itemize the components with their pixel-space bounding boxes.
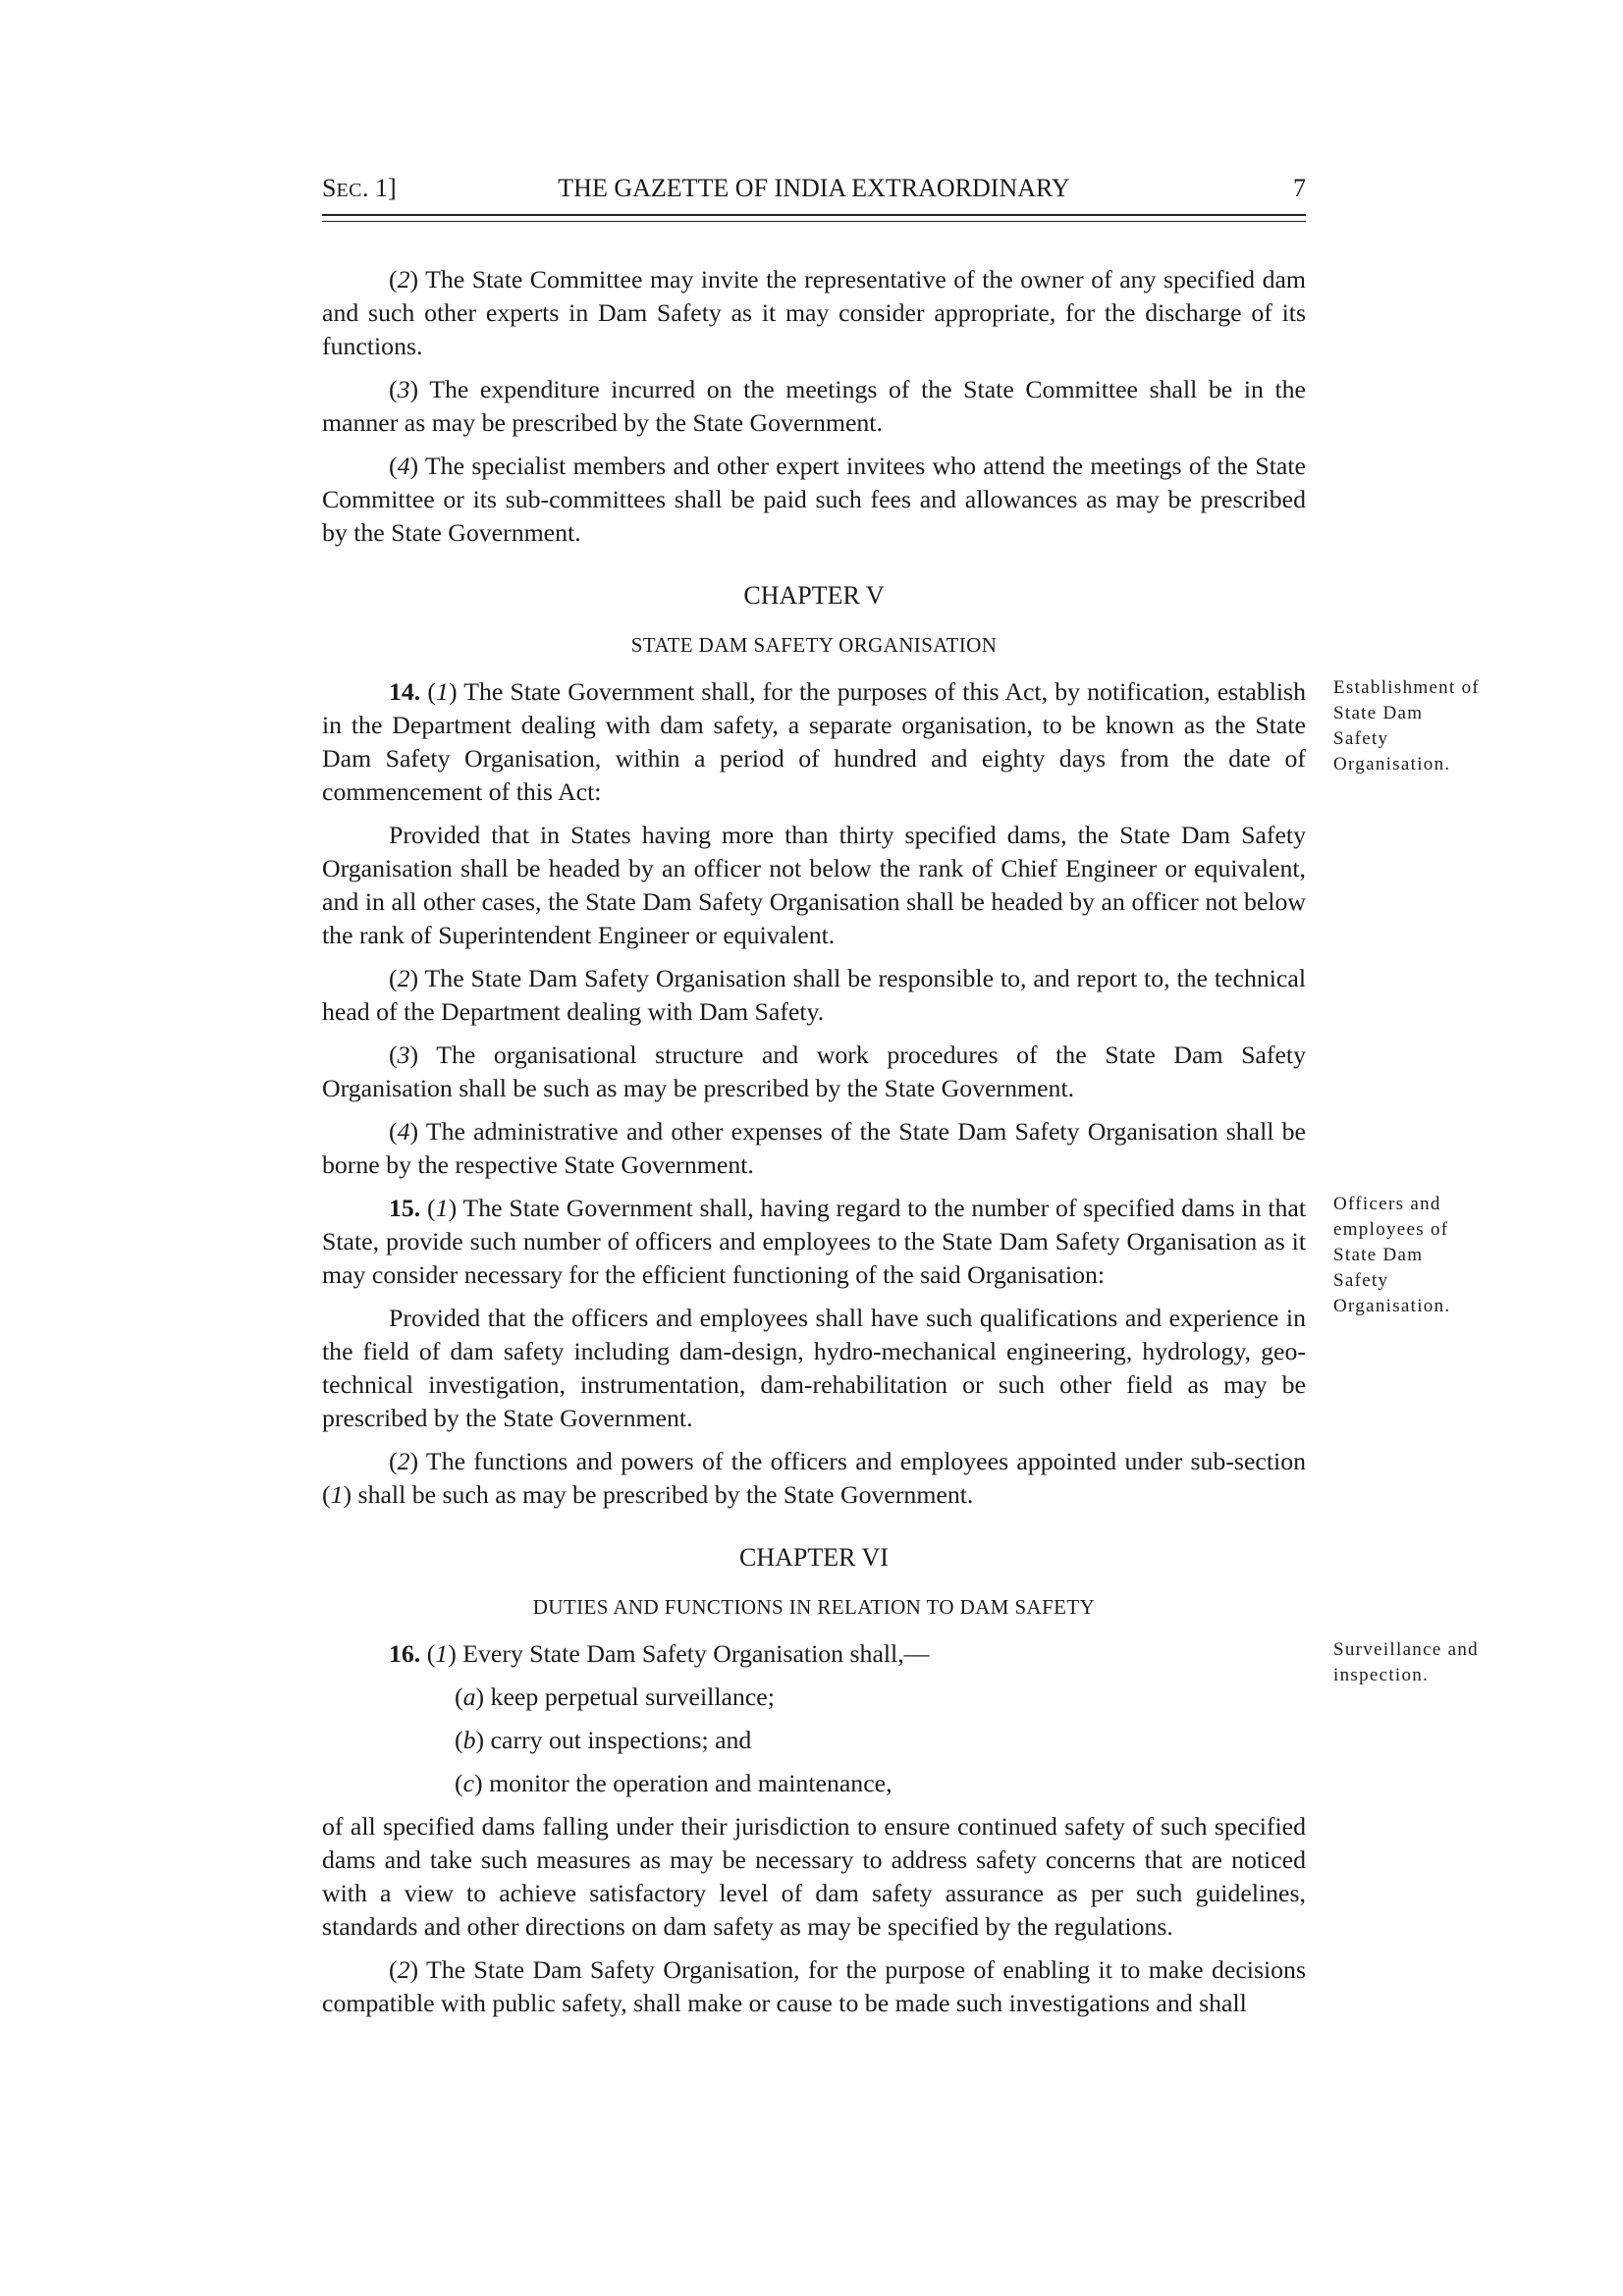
proviso: Provided that in States having more than thirty specified dams, the State Dam Safety Organisation shall be headed by an officer not below the rank of Chief Engineer or equivalent, and in all other cases, the State Dam Safety Organisation shall be headed by an officer not below the rank of Superintendent Engineer or equivalent. <box>322 821 1306 949</box>
paragraph-16-2: (2) The State Dam Safety Organisation, for the purpose of enabling it to make decisions compatible with public safety, shall make or cause to be made such investigations and shall <box>322 1955 1306 2017</box>
paragraph-14-3: (3) The organisational structure and work procedures of the State Dam Safety Organisation shall be such as may be prescribed by the State Government. <box>322 1041 1306 1102</box>
section-16 <box>322 1637 1479 2020</box>
running-header <box>322 171 1306 206</box>
section-14 <box>322 675 1481 1182</box>
document-body <box>322 263 1481 2030</box>
clause-c: (c) monitor the operation and maintenance, <box>455 1769 893 1797</box>
paragraph-15-1: 15. (1) The State Government shall, having regard to the number of specified dams in that State, provide such number of officers and employees to the State Dam Safety Organisation as it may consider necessary for the efficient functioning of the said Organisation: <box>322 1194 1307 1289</box>
header-rule-top <box>322 214 1306 216</box>
paragraph-13-2: (2) The State Committee may invite the representative of the owner of any specified dam and such other experts in Dam Safety as it may consider appropriate, for the discharge of its functions. <box>322 265 1306 360</box>
chapter-heading: CHAPTER VI <box>739 1543 889 1572</box>
clause-b: (b) carry out inspections; and <box>455 1726 752 1754</box>
chapter-subheading: STATE DAM SAFETY ORGANISATION <box>630 633 998 657</box>
paragraph-16-1: 16. (1) Every State Dam Safety Organisation shall,— <box>389 1639 930 1668</box>
margin-note: Surveillance and inspection. <box>1333 1639 1479 1685</box>
paragraph-13-4: (4) The specialist members and other expert invitees who attend the meetings of the State Committee or its sub-committees shall be paid such fees and allowances as may be prescribed by the State Government. <box>322 452 1306 547</box>
chapter-subheading: DUTIES AND FUNCTIONS IN RELATION TO DAM SAFETY <box>532 1595 1096 1619</box>
page-number: 7 <box>1293 174 1306 202</box>
paragraph-14-4: (4) The administrative and other expenses of the State Dam Safety Organisation shall be borne by the respective State Government. <box>322 1117 1306 1179</box>
section-reference: SEC. 1] <box>322 174 397 202</box>
paragraph-14-1: 14. (1) The State Government shall, for the purposes of this Act, by notification, establish in the Department dealing with dam safety, a separate organisation, to be known as the State Dam Safety Organisation, within a period of hundred and eighty days from the date of commencement of this Act: <box>322 677 1306 806</box>
header-rule-bottom <box>322 221 1306 222</box>
paragraph-14-2: (2) The State Dam Safety Organisation shall be responsible to, and report to, the technical head of the Department dealing with Dam Safety. <box>322 964 1306 1026</box>
paragraph-13-3: (3) The expenditure incurred on the meetings of the State Committee shall be in the manner as may be prescribed by the State Government. <box>322 375 1306 437</box>
margin-note: Establishment of State Dam Safety Organisation. <box>1333 677 1481 774</box>
paragraph-16-continuation: of all specified dams falling under their jurisdiction to ensure continued safety of such specified dams and take such measures as may be necessary to address safety concerns that are noticed with a view to achieve satisfactory level of dam safety assurance as per such guidelines, standards and other directions on dam safety as may be specified by the regulations. <box>322 1812 1306 1941</box>
clause-a: (a) keep perpetual surveillance; <box>455 1682 775 1711</box>
section-15 <box>322 1192 1451 1512</box>
paragraph-15-2: (2) The functions and powers of the officers and employees appointed under sub-section (1) shall be such as may be prescribed by the State Government. <box>322 1447 1306 1509</box>
margin-note: Officers and employees of State Dam Safety Organisation. <box>1333 1194 1451 1316</box>
chapter-heading: CHAPTER V <box>743 581 885 610</box>
gazette-title: THE GAZETTE OF INDIA EXTRAORDINARY <box>558 174 1070 202</box>
proviso: Provided that the officers and employees shall have such qualifications and experience in the field of dam safety including dam-design, hydro-mechanical engineering, hydrology, geo-technical investigation, instrumentation, dam-rehabilitation or such other field as may be prescribed by the State Government. <box>322 1304 1306 1432</box>
